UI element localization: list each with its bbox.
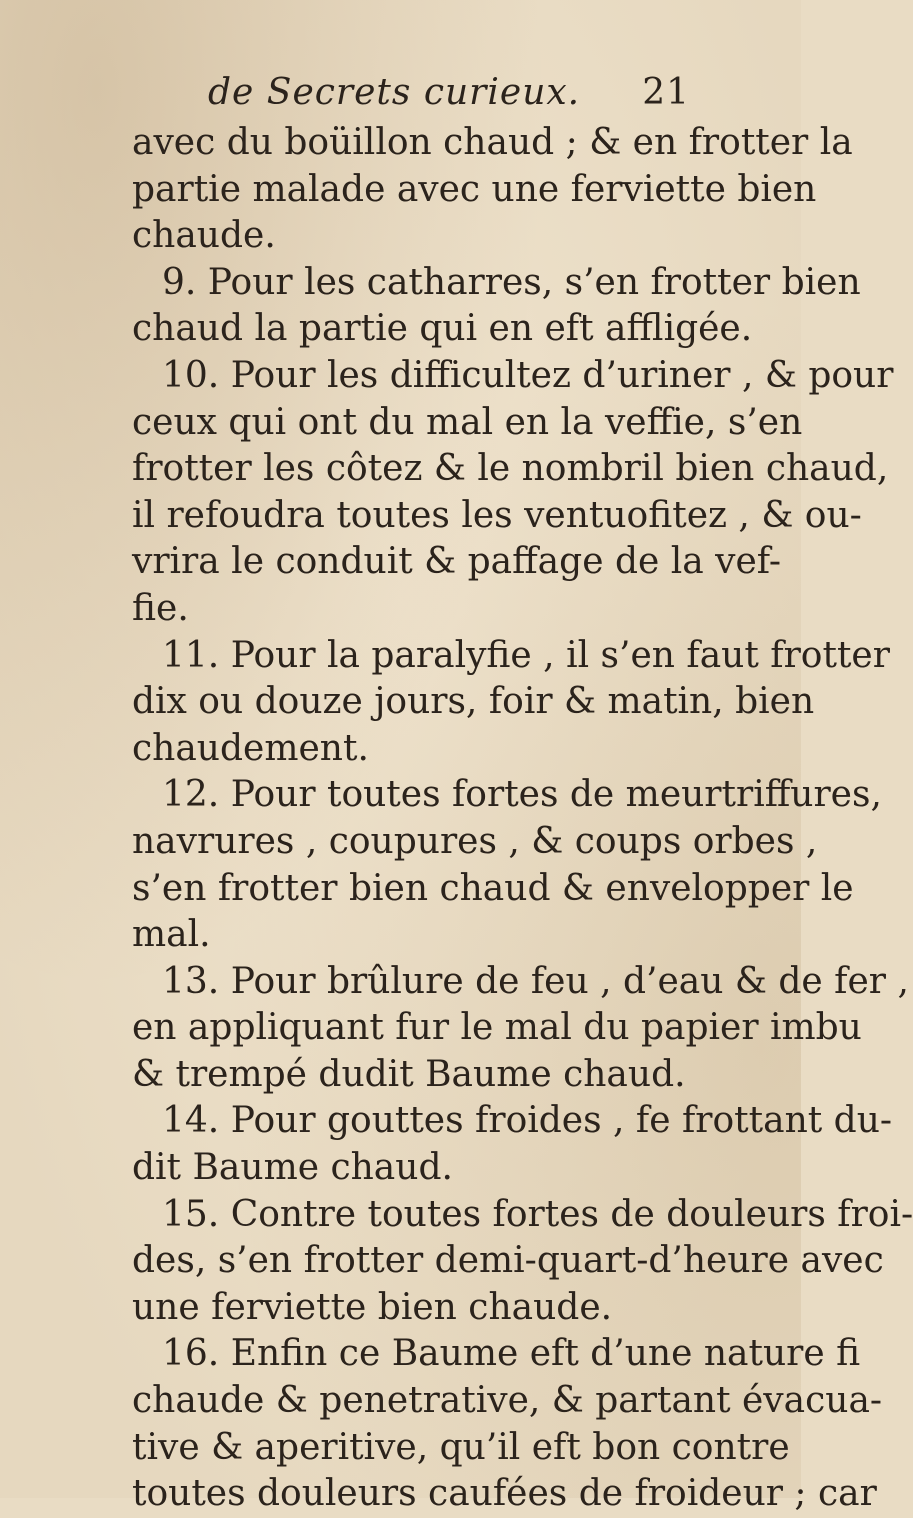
text-line: chaude. [132, 215, 276, 257]
text-line: 15. Contre toutes fortes de douleurs froi- [162, 1193, 913, 1235]
text-line: partie malade avec une ferviette bien [132, 168, 817, 210]
text-line: 9. Pour les catharres, s’en frotter bien [162, 261, 861, 303]
page-number: 21 [642, 72, 690, 113]
text-line: des, s’en frotter demi-quart-d’heure avec [132, 1240, 884, 1282]
text-line: 14. Pour gouttes froides , fe frottant du- [162, 1100, 893, 1142]
text-line: chaude & penetrative, & partant évacua- [132, 1380, 883, 1422]
text-line: s’en frotter bien chaud & envelopper le [132, 867, 854, 909]
text-line: 10. Pour les difficultez d’uriner , & pour [162, 354, 894, 396]
text-line: fie. [132, 587, 189, 629]
text-line: chaudement. [132, 727, 369, 769]
text-line: tive & aperitive, qu’il eft bon contre [132, 1426, 790, 1468]
text-line: 13. Pour brûlure de feu , d’eau & de fer , [162, 960, 909, 1002]
text-line: & trempé dudit Baume chaud. [132, 1053, 686, 1095]
text-line: mal. [132, 914, 211, 956]
page-header [130, 72, 690, 122]
text-line: 12. Pour toutes fortes de meurtriffures, [162, 774, 882, 816]
text-line: 11. Pour la paralyfie , il s’en faut frotter [162, 634, 890, 676]
text-line: il refoudra toutes les ventuofitez , & ou- [132, 494, 862, 536]
running-title: de Secrets curieux. [208, 72, 581, 113]
text-line: dit Baume chaud. [132, 1147, 453, 1189]
text-line: ceux qui ont du mal en la veffie, s’en [132, 401, 803, 443]
text-line: vrira le conduit & paffage de la vef- [132, 541, 782, 583]
text-line: avec du boüillon chaud ; & en frotter la [132, 122, 853, 163]
text-line: frotter les côtez & le nombril bien chaud, [132, 448, 889, 490]
text-line: une ferviette bien chaude. [132, 1286, 613, 1328]
text-line: chaud la partie qui en eft affligée. [132, 308, 753, 350]
text-line: dix ou douze jours, foir & matin, bien [132, 681, 815, 723]
text-line: toutes douleurs caufées de froideur ; car [132, 1473, 877, 1515]
text-line: en appliquant fur le mal du papier imbu [132, 1007, 862, 1049]
body-text [132, 120, 913, 1518]
text-line: navrures , coupures , & coups orbes , [132, 820, 818, 862]
text-line: 16. Enfin ce Baume eft d’une nature fi [162, 1333, 861, 1375]
